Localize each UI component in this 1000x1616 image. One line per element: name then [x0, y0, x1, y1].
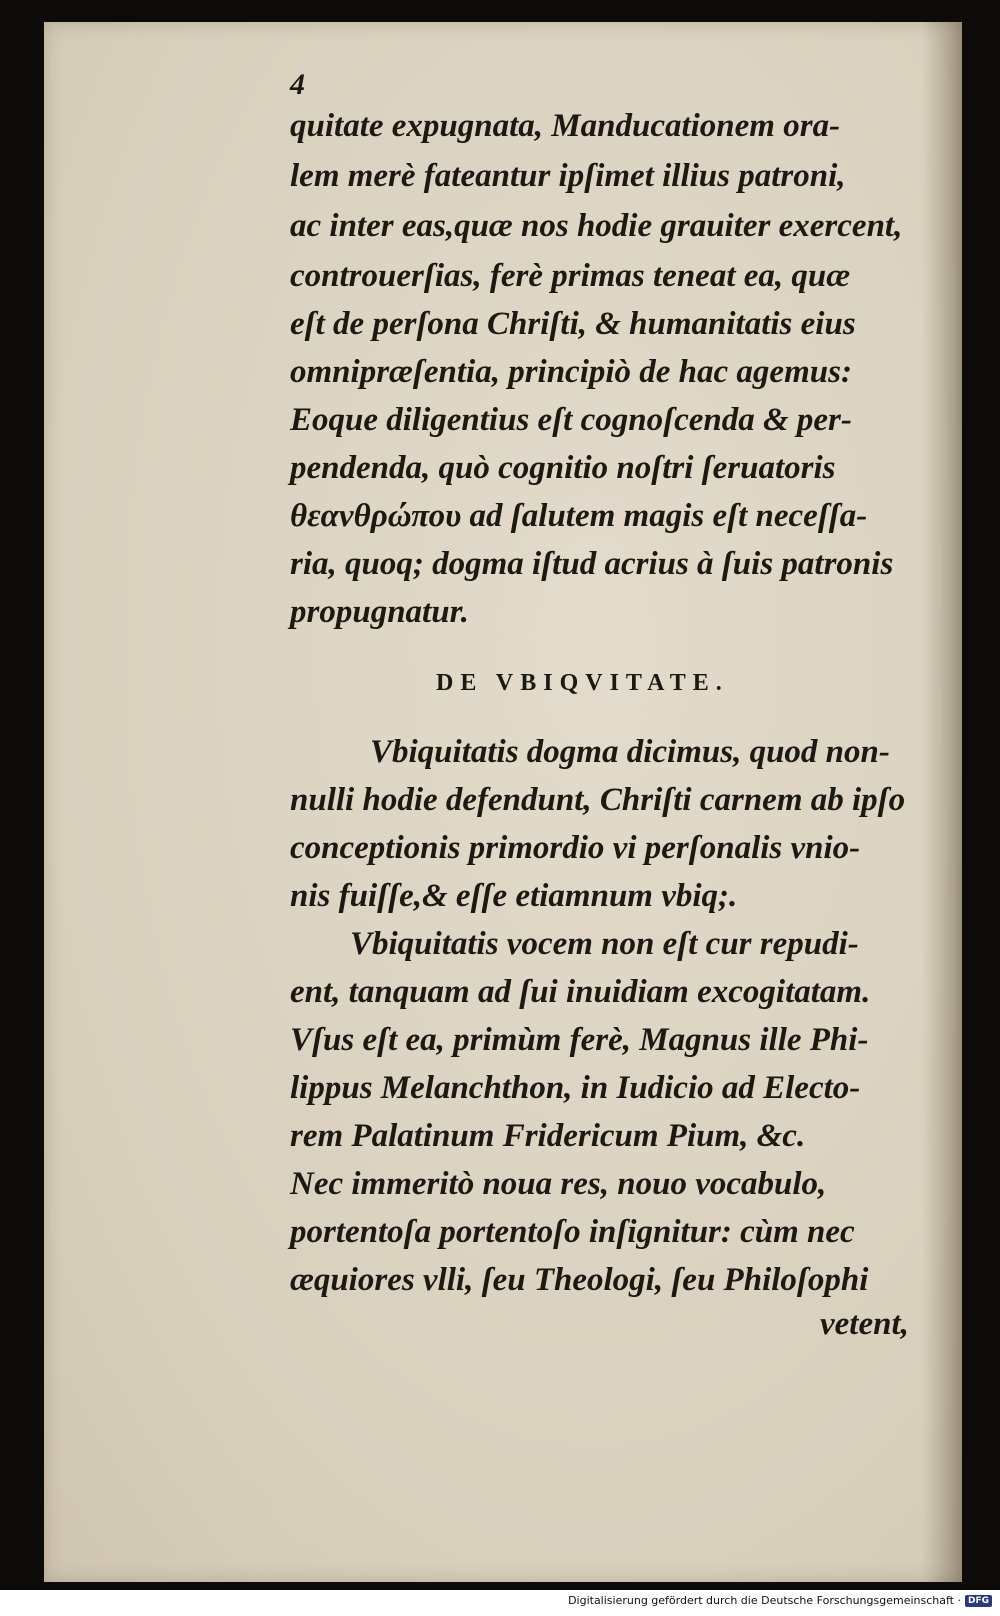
text-line: Vbiquitatis dogma dicimus, quod non- — [370, 734, 890, 770]
text-line: Vſus eſt ea, primùm ferè, Magnus ille Phi- — [290, 1022, 869, 1058]
text-line: ria, quoq; dogma iſtud acrius à ſuis patronis — [290, 546, 894, 582]
text-line: nis fuiſſe,& eſſe etiamnum vbiq;. — [290, 878, 738, 914]
footer-text: Digitalisierung gefördert durch die Deutsche Forschungsgemeinschaft · — [568, 1594, 961, 1607]
text-line: pendenda, quò cognitio noſtri ſeruatoris — [290, 450, 836, 486]
text-line: rem Palatinum Fridericum Pium, &c. — [290, 1118, 806, 1154]
section-heading: DE VBIQVITATE. — [436, 670, 729, 696]
text-line: lem merè fateantur ipſimet illius patroni, — [290, 158, 846, 194]
text-line: Vbiquitatis vocem non eſt cur repudi- — [350, 926, 859, 962]
text-line: conceptionis primordio vi perſonalis vnio- — [290, 830, 861, 866]
page-number: 4 — [290, 68, 305, 101]
text-line: controuerſias, ferè primas teneat ea, quæ — [290, 258, 851, 294]
text-line: lippus Melanchthon, in Iudicio ad Electo- — [290, 1070, 861, 1106]
text-line: æquiores vlli, ſeu Theologi, ſeu Philoſophi — [290, 1262, 869, 1298]
text-line: quitate expugnata, Manducationem ora- — [290, 108, 841, 144]
text-line: Eoque diligentius eſt cognoſcenda & per- — [290, 402, 852, 438]
text-line: ent, tanquam ad ſui inuidiam excogitatam. — [290, 974, 871, 1010]
text-line: ac inter eas,quæ nos hodie grauiter exercent, — [290, 208, 903, 244]
gutter-shadow — [922, 22, 962, 1582]
text-line: portentoſa portentoſo inſignitur: cùm nec — [290, 1214, 855, 1250]
text-line: nulli hodie defendunt, Chriſti carnem ab ipſo — [290, 782, 906, 818]
dfg-logo: DFG — [965, 1595, 992, 1607]
digitization-footer — [568, 1594, 992, 1607]
text-line: Nec immeritò noua res, nouo vocabulo, — [290, 1166, 827, 1202]
text-line: θεανθρώπου ad ſalutem magis eſt neceſſa- — [290, 498, 868, 534]
text-line: eſt de perſona Chriſti, & humanitatis eius — [290, 306, 856, 342]
catchword: vetent, — [820, 1306, 909, 1342]
text-line: propugnatur. — [290, 594, 469, 630]
text-line: omnipræſentia, principiò de hac agemus: — [290, 354, 852, 390]
